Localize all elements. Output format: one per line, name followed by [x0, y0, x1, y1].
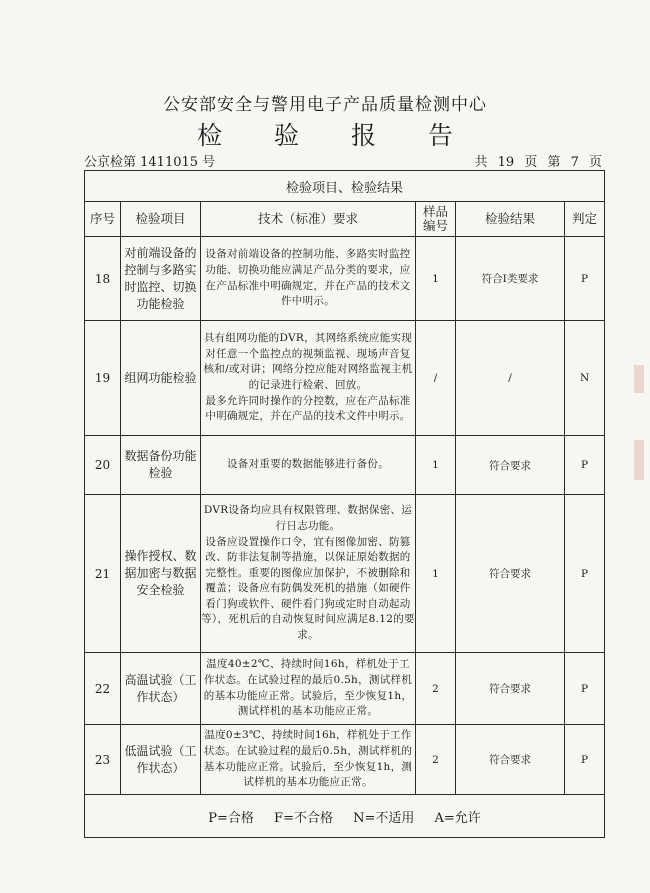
table-row: [85, 436, 605, 495]
row-requirement: DVR设备均应具有权限管理、数据保密、运行日志功能。 设备应设置操作口令，宜有图像加密、防篡改、防非法复制等措施，以保证原始数据的完整性。重要的图像应加保护，不被删除和覆盖；设备应有防偶发死机的措施（如硬件看门狗或软件、硬件看门狗或定时自动起动等），死机后的自动恢复时间应满足8.12的要求。: [201, 495, 416, 653]
column-header-requirement: 技术（标准）要求: [201, 202, 416, 237]
row-judgment: P: [565, 436, 605, 495]
legend-not-applicable: N=不适用: [353, 810, 415, 826]
row-sample: 1: [416, 436, 456, 495]
legend: [85, 795, 605, 838]
table-row: [85, 653, 605, 725]
row-item: 高温试验（工作状态）: [121, 653, 201, 725]
edge-stamp-mark: [634, 365, 644, 393]
row-number: 19: [85, 321, 121, 436]
row-number: 18: [85, 237, 121, 321]
row-number: 22: [85, 653, 121, 725]
section-title: 检验项目、检验结果: [85, 171, 605, 202]
row-requirement: 具有组网功能的DVR，其网络系统应能实现对任意一个监控点的视频监视、现场声音复核和/或对讲；网络分控应能对网络监视主机的记录进行检索、回放。 最多允许同时操作的分控数，应在产品标准中明确规定，并在产品的技术文件中明示。: [201, 321, 416, 436]
row-item: 对前端设备的控制与多路实时监控、切换功能检验: [121, 237, 201, 321]
table-row: [85, 725, 605, 795]
legend-allowed: A=允许: [434, 810, 481, 826]
row-judgment: P: [565, 653, 605, 725]
row-requirement: 设备对重要的数据能够进行备份。: [201, 436, 416, 495]
row-judgment: P: [565, 237, 605, 321]
inspection-table: [84, 170, 605, 838]
edge-stamp-mark: [634, 440, 644, 480]
row-number: 20: [85, 436, 121, 495]
column-header-sample: 样品编号: [416, 202, 456, 237]
page-count: 共 19 页 第 7 页: [474, 155, 602, 170]
legend-fail: F=不合格: [274, 810, 333, 826]
column-header-row: [85, 202, 605, 237]
column-header-no: 序号: [85, 202, 121, 237]
row-requirement: 温度0±3℃、持续时间16h，样机处于工作状态。在试验过程的最后0.5h，测试样机的基本功能应正常。试验后，至少恢复1h，测试样机的基本功能应正常。: [201, 725, 416, 795]
table-row: [85, 321, 605, 436]
row-sample: 2: [416, 653, 456, 725]
row-result: /: [456, 321, 565, 436]
column-header-judgment: 判定: [565, 202, 605, 237]
row-requirement: 温度40±2℃、持续时间16h，样机处于工作状态。在试验过程的最后0.5h，测试样机的基本功能应正常。试验后，至少恢复1h，测试样机的基本功能应正常。: [201, 653, 416, 725]
page-title: 检 验 报 告: [197, 121, 475, 150]
row-result: 符合要求: [456, 653, 565, 725]
row-sample: 1: [416, 237, 456, 321]
row-result: 符合要求: [456, 725, 565, 795]
row-judgment: P: [565, 495, 605, 653]
table-row: [85, 237, 605, 321]
row-result: 符合要求: [456, 495, 565, 653]
row-judgment: P: [565, 725, 605, 795]
row-sample: 2: [416, 725, 456, 795]
table-row: [85, 495, 605, 653]
report-number: 公京检第 1411015 号: [84, 155, 216, 170]
report-meta: [84, 151, 602, 169]
row-number: 21: [85, 495, 121, 653]
row-sample: 1: [416, 495, 456, 653]
organization-name: 公安部安全与警用电子产品质量检测中心: [163, 95, 487, 115]
row-item: 低温试验（工作状态）: [121, 725, 201, 795]
row-result: 符合要求: [456, 436, 565, 495]
legend-pass: P=合格: [208, 810, 254, 826]
column-header-item: 检验项目: [121, 202, 201, 237]
row-result: 符合Ⅰ类要求: [456, 237, 565, 321]
row-requirement: 设备对前端设备的控制功能、多路实时监控功能、切换功能应满足产品分类的要求，应在产品标准中明确规定，并在产品的技术文件中明示。: [201, 237, 416, 321]
row-item: 数据备份功能检验: [121, 436, 201, 495]
legend-row: [85, 795, 605, 838]
row-sample: /: [416, 321, 456, 436]
row-item: 操作授权、数据加密与数据安全检验: [121, 495, 201, 653]
column-header-result: 检验结果: [456, 202, 565, 237]
row-number: 23: [85, 725, 121, 795]
row-judgment: N: [565, 321, 605, 436]
row-item: 组网功能检验: [121, 321, 201, 436]
